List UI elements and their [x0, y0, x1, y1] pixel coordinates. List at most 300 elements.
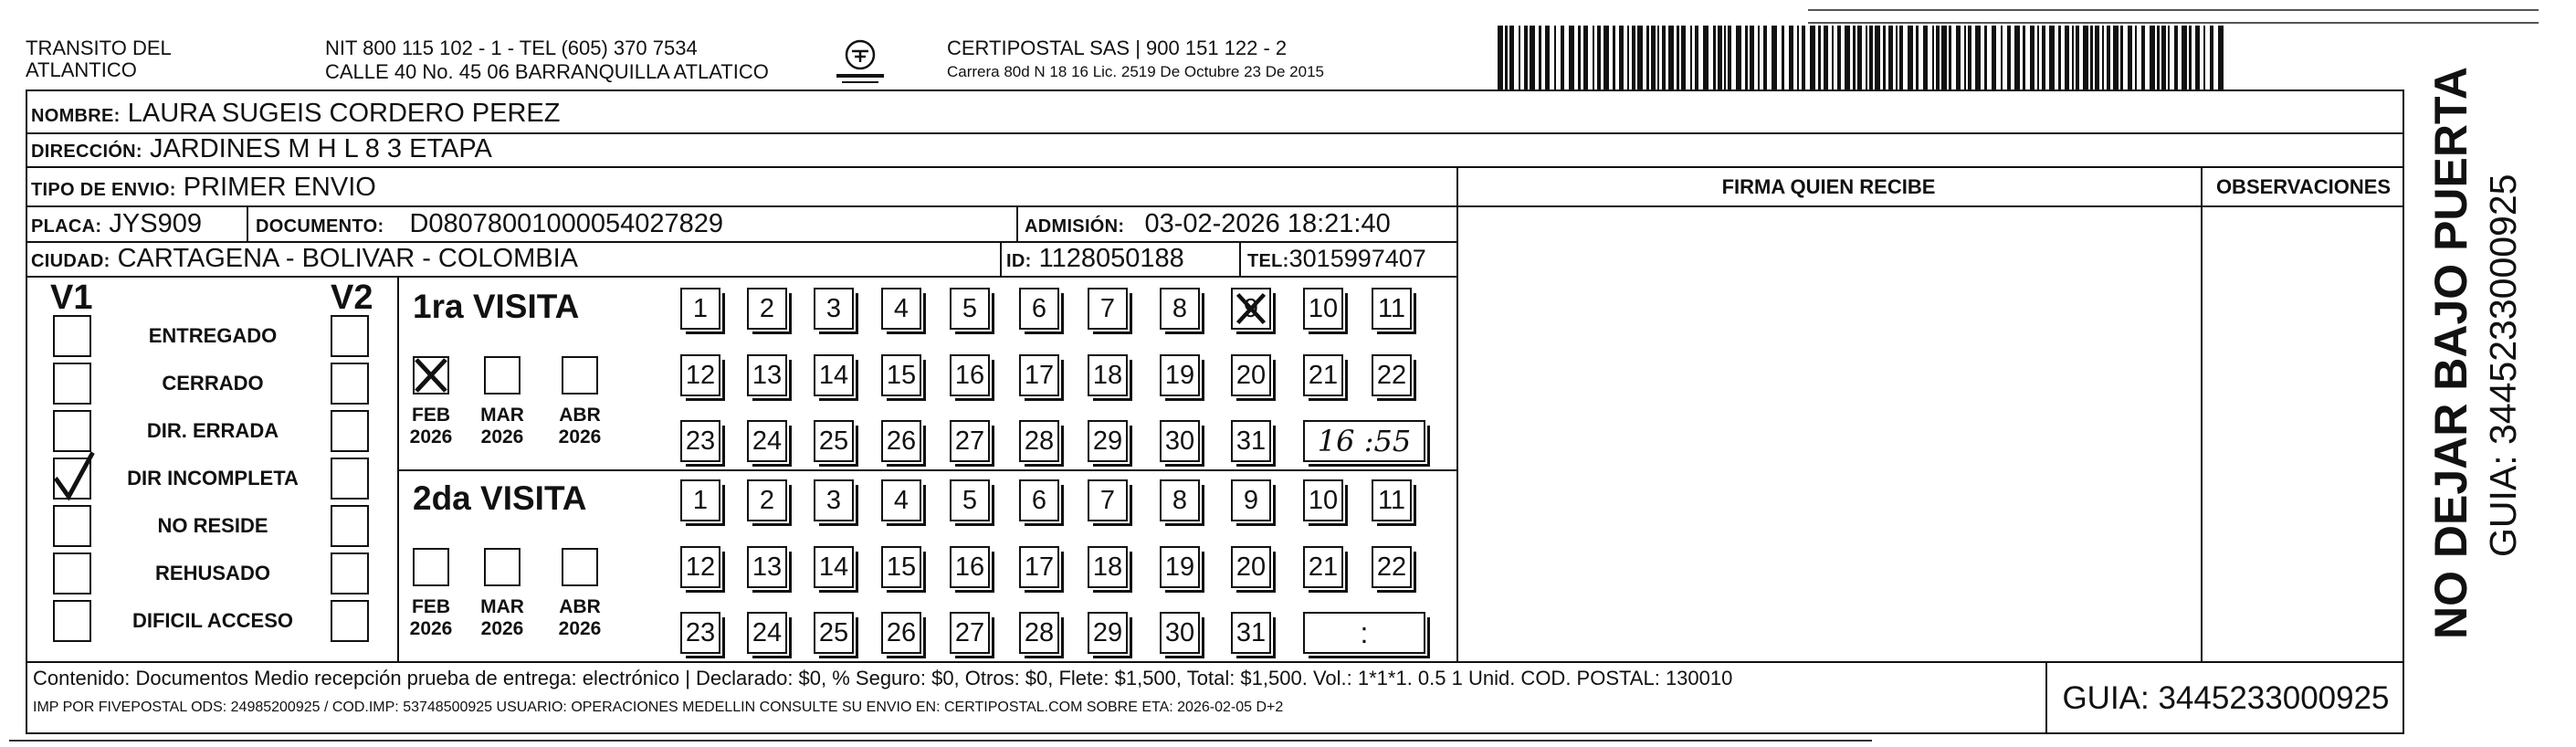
- tel-field: [1247, 243, 1426, 277]
- placa-value: JYS909: [109, 209, 202, 238]
- barcode-bar: [2072, 26, 2074, 91]
- day-box[interactable]: [1231, 546, 1271, 588]
- ciudad-value: CARTAGENA - BOLIVAR - COLOMBIA: [117, 244, 578, 273]
- day-number: 1: [692, 294, 709, 323]
- section-divider: [397, 276, 399, 661]
- barcode-bar: [1561, 26, 1564, 91]
- day-box[interactable]: [950, 288, 990, 330]
- barcode-bar: [1593, 26, 1594, 91]
- day-number: 5: [962, 294, 978, 323]
- month-label: FEB 2026: [409, 596, 453, 639]
- barcode-bar: [1627, 26, 1629, 91]
- barcode-bar: [1923, 26, 1928, 91]
- day-number: 23: [685, 618, 716, 647]
- day-number: 18: [1092, 552, 1123, 582]
- observaciones-area[interactable]: [2203, 207, 2403, 661]
- month-checkbox[interactable]: [484, 548, 520, 586]
- day-box[interactable]: [881, 288, 921, 330]
- barcode-bar: [2135, 26, 2137, 91]
- day-box[interactable]: [881, 354, 921, 396]
- barcode-bar: [1597, 26, 1601, 91]
- barcode-bar: [1677, 26, 1679, 91]
- barcode-bar: [1932, 26, 1934, 91]
- day-box[interactable]: [747, 546, 787, 588]
- status-label: NO RESIDE: [157, 514, 268, 537]
- day-number: 26: [886, 426, 917, 456]
- day-box[interactable]: [1231, 288, 1271, 330]
- day-box[interactable]: [814, 612, 854, 654]
- barcode-bar: [1519, 26, 1520, 91]
- barcode-bar: [1505, 26, 1508, 91]
- visit-time-box[interactable]: [1303, 420, 1425, 462]
- day-box[interactable]: [950, 612, 990, 654]
- status-label: DIR INCOMPLETA: [127, 467, 299, 489]
- day-box[interactable]: [881, 546, 921, 588]
- month-label: MAR 2026: [480, 405, 524, 447]
- status-label: DIFICIL ACCESO: [131, 609, 293, 632]
- barcode-bar: [1818, 26, 1821, 91]
- day-box[interactable]: [1160, 354, 1200, 396]
- month-checkbox[interactable]: [413, 356, 449, 395]
- x-mark-icon: [413, 356, 449, 395]
- day-number: 15: [886, 552, 917, 582]
- visit-title: 2da VISITA: [413, 479, 587, 517]
- visit-time-value: :: [1360, 616, 1369, 649]
- day-box[interactable]: [1231, 479, 1271, 521]
- barcode-bar: [2157, 26, 2160, 91]
- barcode-bar: [2174, 26, 2178, 91]
- barcode-bar: [1866, 26, 1867, 91]
- side-guia-text: GUIA: 3445233000925: [2482, 174, 2524, 557]
- day-number: 31: [1235, 618, 1267, 647]
- day-box[interactable]: [881, 612, 921, 654]
- day-number: 8: [1172, 294, 1188, 323]
- barcode-bar: [1908, 26, 1913, 91]
- day-number: 29: [1092, 426, 1123, 456]
- barcode-bar: [1668, 26, 1674, 91]
- day-box[interactable]: [1303, 354, 1343, 396]
- observaciones-column-header: OBSERVACIONES: [2215, 175, 2392, 198]
- field-divider: [1239, 241, 1241, 276]
- day-box[interactable]: [950, 479, 990, 521]
- direccion-label: DIRECCIÓN:: [31, 142, 142, 162]
- day-box[interactable]: [950, 546, 990, 588]
- status-label: CERRADO: [162, 372, 264, 395]
- barcode-bar: [1681, 26, 1686, 91]
- tipo-envio-label: TIPO DE ENVIO:: [31, 180, 176, 200]
- day-box[interactable]: [814, 354, 854, 396]
- bottom-rule: [9, 740, 1872, 742]
- barcode-bar: [2107, 26, 2110, 91]
- day-number: 6: [1031, 294, 1047, 323]
- tipo-envio-field: [31, 172, 376, 205]
- status-v1-checkbox[interactable]: [53, 505, 91, 547]
- day-number: 24: [752, 618, 783, 647]
- day-number: 1: [692, 486, 709, 515]
- day-number: 13: [752, 552, 783, 582]
- status-v1-checkbox[interactable]: [53, 410, 91, 452]
- day-box[interactable]: [950, 354, 990, 396]
- barcode-bar: [1956, 26, 1961, 91]
- org-name-line1: TRANSITO DEL: [26, 37, 172, 59]
- certipostal-logo-icon: [833, 35, 888, 89]
- barcode-bar: [1875, 26, 1880, 91]
- documento-label: DOCUMENTO:: [256, 216, 384, 237]
- day-number: 19: [1164, 361, 1195, 390]
- barcode-bar: [1810, 26, 1815, 91]
- barcode-bar: [2120, 26, 2123, 91]
- day-box[interactable]: [680, 420, 720, 462]
- top-right-rule: [1808, 22, 2539, 24]
- footer-content-line: Contenido: Documentos Medio recepción prueba de entrega: electrónico | Declarado: $0, % Seguro: $0, Otros: $0, Flete: $1,500, Total: $1,500. Vol.: 1*1*1. 0.5 1 Unid. COD. POSTAL: 130010: [33, 667, 1733, 689]
- side-warning-text: NO DEJAR BAJO PUERTA: [2425, 67, 2476, 639]
- top-right-rule: [1808, 9, 2539, 11]
- nit-line: NIT 800 115 102 - 1 - TEL (605) 370 7534: [325, 37, 698, 59]
- barcode-bar: [2141, 26, 2145, 91]
- day-box[interactable]: [1088, 612, 1128, 654]
- day-box[interactable]: [1019, 612, 1059, 654]
- day-box[interactable]: [680, 546, 720, 588]
- day-box[interactable]: [1231, 354, 1271, 396]
- barcode-bar: [1758, 26, 1760, 91]
- day-box[interactable]: [1019, 288, 1059, 330]
- day-box[interactable]: [814, 546, 854, 588]
- barcode-bar: [1662, 26, 1666, 91]
- barcode-bar: [2001, 26, 2003, 91]
- barcode-bar: [2007, 26, 2011, 91]
- day-number: 25: [818, 618, 849, 647]
- day-box[interactable]: [881, 420, 921, 462]
- barcode-bar: [1975, 26, 1981, 91]
- day-number: 6: [1031, 486, 1047, 515]
- barcode-bar: [2049, 26, 2055, 91]
- month-checkbox[interactable]: [484, 356, 520, 395]
- ciudad-field: [31, 243, 578, 277]
- barcode-bar: [2189, 26, 2192, 91]
- month-label: FEB 2026: [409, 405, 453, 447]
- status-v2-checkbox[interactable]: [331, 505, 369, 547]
- barcode-bar: [2150, 26, 2155, 91]
- status-v2-checkbox[interactable]: [331, 363, 369, 405]
- day-box[interactable]: [1160, 612, 1200, 654]
- barcode-bar: [2128, 26, 2132, 91]
- status-v2-checkbox[interactable]: [331, 315, 369, 357]
- day-box[interactable]: [680, 288, 720, 330]
- barcode-bar: [1695, 26, 1698, 91]
- day-number: 9: [1243, 486, 1259, 515]
- month-checkbox[interactable]: [413, 548, 449, 586]
- day-number: 5: [962, 486, 978, 515]
- v1-header: V1: [50, 279, 93, 317]
- day-box[interactable]: [680, 354, 720, 396]
- admision-value: 03-02-2026 18:21:40: [1144, 209, 1391, 238]
- day-box[interactable]: [1160, 288, 1200, 330]
- day-box[interactable]: [1231, 612, 1271, 654]
- status-v1-checkbox[interactable]: [53, 600, 91, 642]
- row-divider: [26, 205, 1456, 207]
- id-label: ID:: [1006, 251, 1032, 271]
- day-box[interactable]: [1088, 420, 1128, 462]
- v2-header: V2: [331, 279, 373, 317]
- day-box[interactable]: [1303, 546, 1343, 588]
- day-number: 27: [954, 618, 985, 647]
- footer-print-line: IMP POR FIVEPOSTAL ODS: 24985200925 / COD.IMP: 53748500925 USUARIO: OPERACIONES MEDELLIN CONSULTE SU ENVIO EN: CERTIPOSTAL.COM SOBRE ETA: 2026-02-05 D+2: [33, 700, 1284, 715]
- day-number: 31: [1235, 426, 1267, 456]
- day-box[interactable]: [1303, 479, 1343, 521]
- status-v1-checkbox[interactable]: [53, 458, 91, 500]
- placa-label: PLACA:: [31, 216, 102, 237]
- day-box[interactable]: [747, 288, 787, 330]
- status-v2-checkbox[interactable]: [331, 410, 369, 452]
- tel-label: TEL:: [1247, 251, 1289, 271]
- firma-column-header: FIRMA QUIEN RECIBE: [1721, 175, 1936, 198]
- documento-field: [256, 208, 723, 242]
- day-box[interactable]: [1019, 546, 1059, 588]
- barcode-bar: [2161, 26, 2166, 91]
- day-number: 28: [1024, 618, 1055, 647]
- barcode-bar: [1888, 26, 1893, 91]
- carrier-line: CERTIPOSTAL SAS | 900 151 122 - 2: [947, 37, 1288, 59]
- footer-guia-box: [2047, 663, 2404, 734]
- day-number: 28: [1024, 426, 1055, 456]
- day-number: 11: [1377, 294, 1406, 323]
- barcode: [1498, 26, 2228, 91]
- barcode-bar: [2090, 26, 2093, 91]
- day-box[interactable]: [747, 612, 787, 654]
- barcode-bar: [1832, 26, 1834, 91]
- barcode-bar: [2058, 26, 2061, 91]
- barcode-bar: [1530, 26, 1535, 91]
- barcode-bar: [1554, 26, 1556, 91]
- day-box[interactable]: [1160, 546, 1200, 588]
- barcode-bar: [2037, 26, 2039, 91]
- day-number: 2: [759, 486, 775, 515]
- day-box[interactable]: [1019, 420, 1059, 462]
- day-box[interactable]: [1372, 288, 1412, 330]
- status-label: REHUSADO: [155, 562, 270, 584]
- barcode-bar: [1992, 26, 1996, 91]
- barcode-bar: [1637, 26, 1643, 91]
- day-number: 20: [1235, 552, 1267, 582]
- day-number: 3: [825, 294, 842, 323]
- direccion-value: JARDINES M H L 8 3 ETAPA: [149, 134, 492, 163]
- barcode-bar: [2095, 26, 2099, 91]
- day-number: 7: [1099, 486, 1116, 515]
- barcode-bar: [1632, 26, 1635, 91]
- barcode-bar: [1763, 26, 1767, 91]
- day-number: 19: [1164, 552, 1195, 582]
- day-number: 18: [1092, 361, 1123, 390]
- barcode-bar: [2042, 26, 2045, 91]
- day-number: 21: [1308, 361, 1339, 390]
- day-box[interactable]: [1372, 479, 1412, 521]
- month-label: MAR 2026: [480, 596, 524, 639]
- day-box[interactable]: [1372, 546, 1412, 588]
- barcode-bar: [1936, 26, 1940, 91]
- day-number: 24: [752, 426, 783, 456]
- barcode-bar: [1718, 26, 1722, 91]
- barcode-bar: [1509, 26, 1514, 91]
- barcode-bar: [1782, 26, 1784, 91]
- status-v2-checkbox[interactable]: [331, 552, 369, 594]
- address-line: CALLE 40 No. 45 06 BARRANQUILLA ATLATICO: [325, 60, 769, 83]
- day-number: 30: [1164, 618, 1195, 647]
- day-number: 21: [1308, 552, 1339, 582]
- barcode-bar: [1583, 26, 1588, 91]
- nombre-field: [31, 98, 561, 132]
- tipo-envio-value: PRIMER ENVIO: [183, 173, 376, 202]
- barcode-bar: [1539, 26, 1541, 91]
- barcode-bar: [2076, 26, 2079, 91]
- barcode-bar: [1802, 26, 1805, 91]
- day-box[interactable]: [747, 479, 787, 521]
- day-box[interactable]: [1088, 546, 1128, 588]
- day-box[interactable]: [950, 420, 990, 462]
- barcode-bar: [1845, 26, 1850, 91]
- day-number: 12: [685, 552, 716, 582]
- status-v1-checkbox[interactable]: [53, 363, 91, 405]
- day-box[interactable]: [1231, 420, 1271, 462]
- barcode-bar: [1578, 26, 1581, 91]
- day-box[interactable]: [680, 479, 720, 521]
- day-number: 2: [759, 294, 775, 323]
- day-number: 4: [893, 294, 909, 323]
- day-number: 22: [1376, 552, 1407, 582]
- day-number: 23: [685, 426, 716, 456]
- day-number: 30: [1164, 426, 1195, 456]
- barcode-bar: [1569, 26, 1574, 91]
- placa-field: [31, 208, 202, 242]
- day-number: 22: [1376, 361, 1407, 390]
- status-v2-checkbox[interactable]: [331, 458, 369, 500]
- day-number: 27: [954, 426, 985, 456]
- id-field: [1006, 243, 1184, 277]
- day-box[interactable]: [881, 479, 921, 521]
- day-box[interactable]: [680, 612, 720, 654]
- day-number: 10: [1308, 294, 1339, 323]
- day-number: 25: [818, 426, 849, 456]
- day-box[interactable]: [814, 479, 854, 521]
- barcode-bar: [1646, 26, 1649, 91]
- day-box[interactable]: [1088, 288, 1128, 330]
- barcode-bar: [1728, 26, 1731, 91]
- day-number: 16: [954, 361, 985, 390]
- barcode-bar: [1949, 26, 1951, 91]
- barcode-bar: [1713, 26, 1716, 91]
- barcode-bar: [1657, 26, 1659, 91]
- status-v1-checkbox[interactable]: [53, 315, 91, 357]
- day-box[interactable]: [1019, 354, 1059, 396]
- day-number: 8: [1172, 486, 1188, 515]
- status-label: DIR. ERRADA: [146, 419, 279, 442]
- barcode-bar: [2030, 26, 2035, 91]
- barcode-bar: [1724, 26, 1726, 91]
- day-number: 9: [1243, 294, 1259, 323]
- footer-guia-text: GUIA: 3445233000925: [2062, 680, 2390, 716]
- barcode-bar: [1853, 26, 1856, 91]
- day-box[interactable]: [1160, 479, 1200, 521]
- nombre-label: NOMBRE:: [31, 106, 121, 126]
- month-checkbox[interactable]: [562, 548, 598, 586]
- status-v1-checkbox[interactable]: [53, 552, 91, 594]
- day-number: 7: [1099, 294, 1116, 323]
- ciudad-label: CIUDAD:: [31, 251, 110, 271]
- barcode-bar: [1837, 26, 1841, 91]
- signature-area[interactable]: [1458, 207, 2201, 661]
- barcode-bar: [2083, 26, 2088, 91]
- barcode-bar: [2023, 26, 2025, 91]
- day-number: 15: [886, 361, 917, 390]
- barcode-bar: [1869, 26, 1873, 91]
- day-number: 3: [825, 486, 842, 515]
- admision-field: [1025, 208, 1391, 242]
- barcode-bar: [1545, 26, 1550, 91]
- barcode-bar: [1824, 26, 1828, 91]
- barcode-bar: [1916, 26, 1919, 91]
- visit-time-box[interactable]: [1303, 612, 1425, 654]
- barcode-bar: [1984, 26, 1987, 91]
- barcode-bar: [1968, 26, 1971, 91]
- id-value: 1128050188: [1038, 244, 1184, 273]
- day-number: 26: [886, 618, 917, 647]
- day-number: 16: [954, 552, 985, 582]
- admision-label: ADMISIÓN:: [1025, 216, 1125, 237]
- barcode-bar: [1613, 26, 1615, 91]
- barcode-bar: [1524, 26, 1528, 91]
- field-divider: [1000, 241, 1002, 276]
- day-number: 13: [752, 361, 783, 390]
- month-checkbox[interactable]: [562, 356, 598, 395]
- day-box[interactable]: [1160, 420, 1200, 462]
- status-v2-checkbox[interactable]: [331, 600, 369, 642]
- day-number: 17: [1024, 361, 1055, 390]
- day-box[interactable]: [1372, 354, 1412, 396]
- barcode-bar: [2113, 26, 2119, 91]
- barcode-bar: [1797, 26, 1799, 91]
- day-box[interactable]: [747, 354, 787, 396]
- day-box[interactable]: [1088, 479, 1128, 521]
- field-divider: [1016, 205, 1018, 241]
- day-box[interactable]: [1088, 354, 1128, 396]
- day-number: 10: [1308, 486, 1339, 515]
- barcode-bar: [1651, 26, 1656, 91]
- row-divider: [397, 469, 1456, 471]
- day-box[interactable]: [1019, 479, 1059, 521]
- org-name-line2: ATLANTICO: [26, 58, 137, 81]
- day-box[interactable]: [814, 288, 854, 330]
- day-number: 17: [1024, 552, 1055, 582]
- direccion-field: [31, 133, 492, 167]
- visit-title: 1ra VISITA: [413, 288, 580, 325]
- month-label: ABR 2026: [558, 405, 602, 447]
- field-divider: [247, 205, 248, 241]
- month-label: ABR 2026: [558, 596, 602, 639]
- barcode-bar: [1745, 26, 1748, 91]
- barcode-bar: [1941, 26, 1947, 91]
- barcode-bar: [1703, 26, 1709, 91]
- x-mark-icon: [1235, 291, 1267, 326]
- barcode-bar: [1619, 26, 1624, 91]
- check-mark-icon: [51, 450, 95, 501]
- barcode-bar: [2210, 26, 2213, 91]
- day-box[interactable]: [747, 420, 787, 462]
- carrier-license: Carrera 80d N 18 16 Lic. 2519 De Octubre 23 De 2015: [947, 63, 1324, 80]
- nombre-value: LAURA SUGEIS CORDERO PEREZ: [127, 99, 561, 128]
- barcode-bar: [1498, 26, 1503, 91]
- day-box[interactable]: [814, 420, 854, 462]
- barcode-bar: [2195, 26, 2200, 91]
- day-box[interactable]: [1303, 288, 1343, 330]
